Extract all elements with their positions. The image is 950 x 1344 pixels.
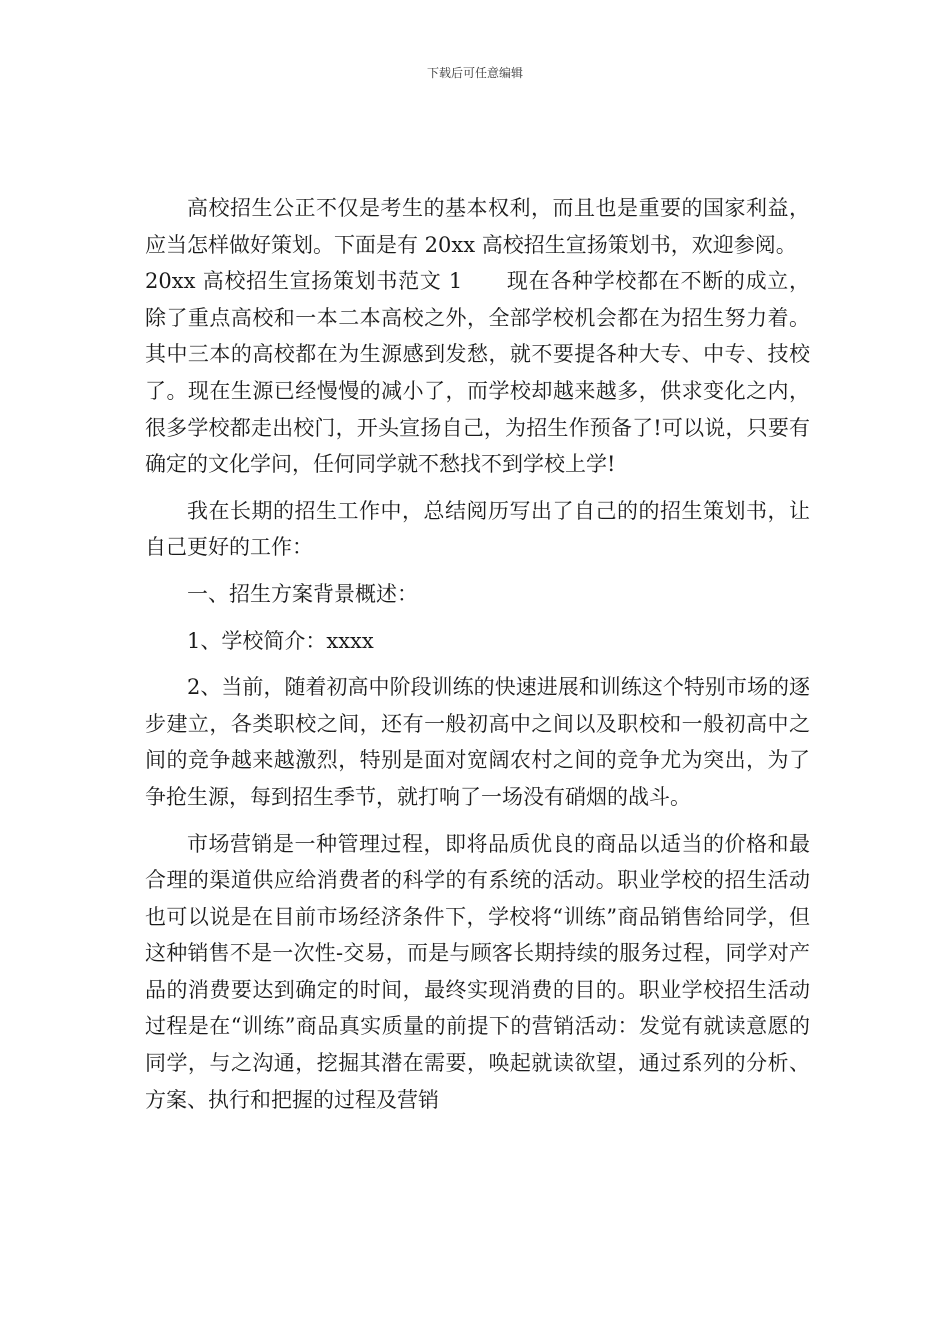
page-header: 下载后可任意编辑 (426, 66, 523, 80)
body-paragraph-experience: 我在长期的招生工作中，总结阅历写出了自己的的招生策划书，让自己更好的工作： (145, 498, 810, 560)
section-paragraph-text: 现在各种学校都在不断的成立，除了重点高校和一本二本高校之外，全部学校机会都在为招生努力着。其中三本的高校都在为生源感到发愁，就不要提各种大专、中专、技校了。现在生源已经慢慢的减小了，而学校却越来越多，供求变化之内，很多学校都走出校门，开头宣扬自己，为招生作预备了!可以说，只要有确定的文化学问，任何同学就不愁找不到学校上学! (145, 269, 811, 477)
document-body (145, 190, 810, 1118)
section-heading-background: 一、招生方案背景概述： (187, 581, 418, 606)
list-item-school-intro: 1、学校简介：xxxx (187, 628, 374, 653)
section-paragraph (145, 263, 810, 483)
list-item-current-situation: 2、当前，随着初高中阶段训练的快速进展和训练这个特别市场的逐步建立，各类职校之间，还有一般初高中之间以及职校和一般初高中之间的竞争越来越激烈，特别是面对宽阔农村之间的竞争尤为突出，为了争抢生源，每到招生季节，就打响了一场没有硝烟的战斗。 (145, 675, 810, 809)
intro-paragraph: 高校招生公正不仅是考生的基本权利，而且也是重要的国家利益，应当怎样做好策划。下面是有 20xx 高校招生宣扬策划书，欢迎参阅。 (145, 196, 810, 257)
body-paragraph-marketing: 市场营销是一种管理过程，即将品质优良的商品以适当的价格和最合理的渠道供应给消费者的科学的有系统的活动。职业学校的招生活动也可以说是在目前市场经济条件下，学校将“训练”商品销售给同学，但这种销售不是一次性-交易，而是与顾客长期持续的服务过程，同学对产品的消费要达到确定的时间，最终实现消费的目的。职业学校招生活动过程是在“训练”商品真实质量的前提下的营销活动：发觉有就读意愿的同学，与之沟通，挖掘其潜在需要，唤起就读欲望，通过系列的分析、方案、执行和把握的过程及营销 (145, 831, 810, 1112)
section-title: 20xx 高校招生宣扬策划书范文 1 (145, 269, 463, 294)
